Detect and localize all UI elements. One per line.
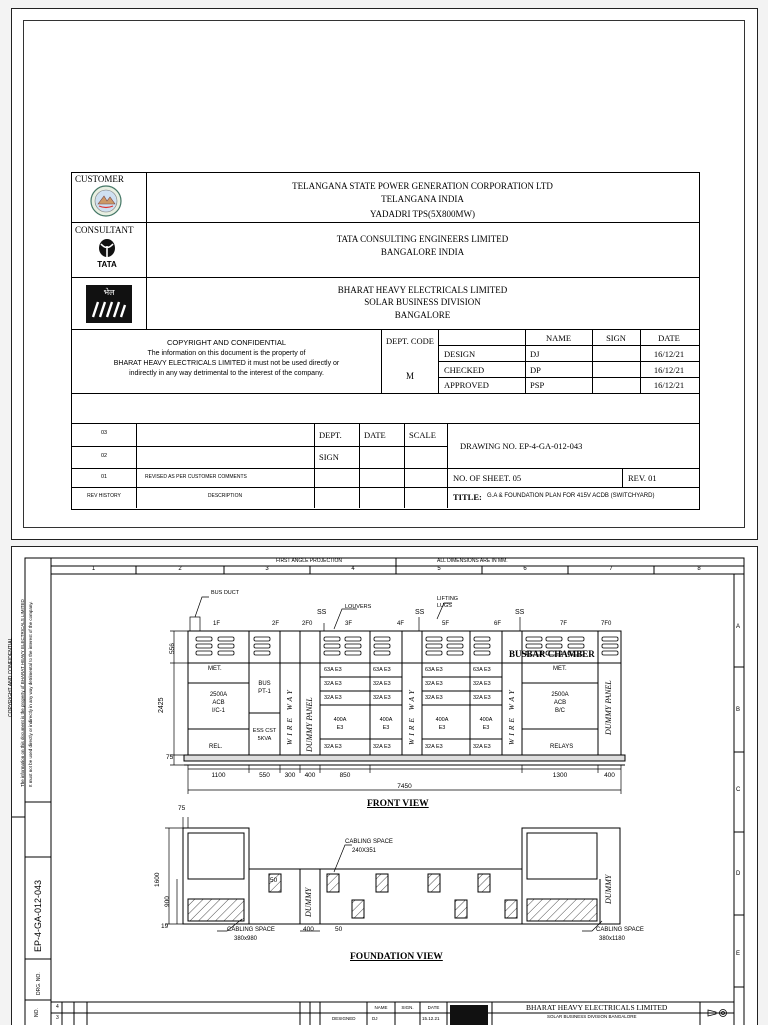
dummy-panel-label: DUMMY PANEL bbox=[604, 680, 613, 735]
grid-row-label: D bbox=[736, 871, 741, 877]
tb-header: SIGN. bbox=[401, 1005, 414, 1010]
dimension-total: 7450 bbox=[397, 783, 412, 790]
projection-symbol-icon bbox=[707, 1005, 729, 1015]
feeder-rating: 32A E3 bbox=[473, 744, 491, 750]
louvers-label: LOUVERS bbox=[345, 604, 372, 610]
panel2-bus: PT-1 bbox=[258, 689, 271, 695]
grid-col-label: 7 bbox=[609, 566, 613, 572]
panel7-acb: B/C bbox=[554, 708, 565, 714]
feeder-rating: 32A E3 bbox=[473, 681, 491, 687]
panel-tag: 1F bbox=[213, 621, 221, 627]
louver-slot bbox=[324, 644, 340, 648]
grid-col-label: 5 bbox=[437, 566, 441, 572]
bhel-line1: BHARAT HEAVY ELECTRICALS LIMITED bbox=[337, 285, 508, 295]
side-drawing-number: EP-4-GA-012-043 bbox=[33, 879, 43, 952]
dept-label: DEPT. bbox=[319, 430, 342, 440]
dept-code-value: M bbox=[405, 371, 414, 381]
title-label: TITLE: bbox=[453, 492, 482, 502]
title-value: G.A & FOUNDATION PLAN FOR 415V ACDB (SWITCHYARD) bbox=[487, 493, 655, 499]
copyright-line2: BHARAT HEAVY ELECTRICALS LIMITED it must not be used directly or bbox=[113, 360, 340, 367]
panel2-ess: 5KVA bbox=[257, 736, 272, 742]
feeder-rating: 32A E3 bbox=[373, 681, 391, 687]
louver-slot bbox=[426, 637, 442, 641]
louver-slot bbox=[602, 644, 618, 648]
panel-tag: 2F bbox=[272, 621, 280, 627]
louver-slot bbox=[374, 651, 390, 655]
louver-slot bbox=[374, 644, 390, 648]
louver-slot bbox=[426, 651, 442, 655]
approval-date: 16/12/21 bbox=[653, 349, 685, 359]
dimensions-note: ALL DIMENSIONS ARE IN MM. bbox=[437, 558, 508, 564]
rev-no: 02 bbox=[100, 453, 108, 459]
grid-col-label: 4 bbox=[351, 566, 355, 572]
panel7-relays: RELAYS bbox=[550, 744, 574, 750]
cabling-space-label: CABLING SPACE bbox=[227, 927, 275, 933]
louver-slot bbox=[345, 651, 361, 655]
panel2-ess: ESS CST bbox=[252, 728, 277, 734]
lifting-label: LIFTING bbox=[437, 596, 459, 602]
dimension-label: 550 bbox=[259, 772, 270, 779]
panel-tag: 5F bbox=[442, 621, 450, 627]
grid-col-label: 8 bbox=[697, 566, 701, 572]
dimension-label: 400 bbox=[304, 772, 316, 779]
approval-name: DJ bbox=[530, 349, 540, 359]
panel-tag: 7F bbox=[560, 621, 568, 627]
description-label: DESCRIPTION bbox=[207, 493, 243, 499]
feeder-rating: 32A E3 bbox=[373, 744, 391, 750]
side-drg-label: DRG. NO. bbox=[36, 972, 42, 995]
tb-designed-date: 15.12.21 bbox=[422, 1016, 440, 1021]
louver-slot bbox=[218, 651, 234, 655]
side-copyright-title: COPYRIGHT AND CONFIDENTIAL bbox=[8, 637, 14, 717]
louver-slot bbox=[447, 644, 463, 648]
louver-slot bbox=[218, 637, 234, 641]
grid-row-label: B bbox=[736, 707, 741, 713]
grid-col-label: 6 bbox=[523, 566, 527, 572]
louver-slot bbox=[218, 644, 234, 648]
cabling-space-size: 380x1180 bbox=[599, 936, 625, 942]
louver-slot bbox=[426, 644, 442, 648]
tata-logo-text: TATA bbox=[97, 260, 117, 269]
feeder-rating: E3 bbox=[438, 725, 446, 731]
consultant-label: CONSULTANT bbox=[75, 225, 134, 235]
tb-rev: 3 bbox=[56, 1015, 59, 1021]
ss-label: SS bbox=[415, 609, 425, 616]
cabling-space-size: 240X351 bbox=[352, 848, 377, 854]
louver-slot bbox=[602, 637, 618, 641]
feeder-rating: 32A E3 bbox=[324, 744, 342, 750]
louver-slot bbox=[602, 651, 618, 655]
foundation-view-title: FOUNDATION VIEW bbox=[350, 952, 443, 962]
feeder-rating: 400A bbox=[379, 717, 393, 723]
customer-line3: YADADRI TPS(5X800MW) bbox=[369, 209, 476, 219]
tb-rev: 4 bbox=[56, 1004, 59, 1010]
cabling-space-size: 380x980 bbox=[234, 936, 258, 942]
louver-slot bbox=[526, 644, 542, 648]
feeder-rating: 32A E3 bbox=[425, 681, 443, 687]
louver-slot bbox=[546, 644, 562, 648]
louver-slot bbox=[447, 637, 463, 641]
scale-label: SCALE bbox=[409, 430, 436, 440]
approval-role: APPROVED bbox=[444, 380, 489, 390]
grid-row-label: E bbox=[736, 951, 741, 957]
feeder-rating: 32A E3 bbox=[473, 695, 491, 701]
panel-tag: 6F bbox=[494, 621, 502, 627]
sign-label: SIGN bbox=[319, 452, 339, 462]
dimension-label: 1300 bbox=[552, 772, 568, 779]
panel-tag: 7F0 bbox=[601, 621, 612, 627]
dimension-label: 300 bbox=[284, 772, 296, 779]
approval-role: CHECKED bbox=[444, 365, 485, 375]
copyright-title: COPYRIGHT AND CONFIDENTIAL bbox=[166, 338, 287, 347]
rev-history-label: REV HISTORY bbox=[87, 493, 121, 499]
consultant-line2: BANGALORE INDIA bbox=[380, 247, 465, 257]
tb-designed: DESIGNED bbox=[332, 1016, 356, 1021]
dimension-label: 400 bbox=[604, 772, 615, 779]
approval-name: PSP bbox=[530, 380, 545, 390]
feeder-rating: E3 bbox=[482, 725, 490, 731]
consultant-line1: TATA CONSULTING ENGINEERS LIMITED bbox=[336, 234, 509, 244]
cabling-space-label: CABLING SPACE bbox=[345, 839, 393, 845]
dimension-label: 900 bbox=[164, 896, 171, 907]
louver-slot bbox=[546, 637, 562, 641]
dimension-top: 556 bbox=[169, 643, 176, 654]
dimension-base: 75 bbox=[166, 754, 174, 761]
dimension-label: 400 bbox=[303, 926, 314, 933]
tb-division: SOLAR BUSINESS DIVISION BANGALORE bbox=[547, 1014, 637, 1019]
cabling-space-label: CABLING SPACE bbox=[596, 927, 644, 933]
feeder-rating: E3 bbox=[336, 725, 344, 731]
dimension-label: 75 bbox=[178, 805, 186, 812]
louver-slot bbox=[196, 637, 212, 641]
louver-slot bbox=[196, 651, 212, 655]
copyright-line1: The information on this document is the property of bbox=[147, 350, 306, 357]
dimension-label: 19 bbox=[161, 923, 169, 930]
copyright-line3: indirectly in any way detrimental to the interest of the company. bbox=[129, 370, 324, 377]
rev-no: 01 bbox=[100, 474, 108, 480]
cover-sheet bbox=[11, 8, 758, 540]
projection-label: FIRST ANGLE PROJECTION bbox=[276, 558, 343, 564]
louver-slot bbox=[324, 651, 340, 655]
dimension-label: 1600 bbox=[154, 872, 161, 887]
louver-slot bbox=[254, 644, 270, 648]
feeder-rating: 32A E3 bbox=[425, 695, 443, 701]
bhel-logo-text: भेल bbox=[103, 288, 115, 297]
approval-name: DP bbox=[530, 365, 541, 375]
panel2-bus: BUS bbox=[258, 681, 271, 687]
louver-slot bbox=[568, 637, 584, 641]
dummy-label: DUMMY bbox=[604, 874, 613, 904]
grid-col-label: 1 bbox=[91, 566, 96, 572]
approval-header-sign: SIGN bbox=[606, 333, 626, 343]
customer-logo-icon bbox=[90, 185, 122, 217]
dimension-label: 1100 bbox=[211, 772, 226, 779]
louver-slot bbox=[196, 644, 212, 648]
feeder-rating: 32A E3 bbox=[324, 695, 342, 701]
side-copyright-line: It must not be used directly or indirectly in any way detrimental to the interest of the company. bbox=[28, 601, 33, 787]
panel-tag: 3F bbox=[345, 621, 353, 627]
approval-date: 16/12/21 bbox=[653, 365, 685, 375]
wire-way-label: WIRE WAY bbox=[285, 687, 294, 745]
customer-label: CUSTOMER bbox=[75, 174, 124, 184]
feeder-rating: 32A E3 bbox=[425, 744, 443, 750]
side-copyright-line: The information on this document is the property of BHARAT HEAVY ELECTRICALS LIMITED bbox=[20, 599, 25, 787]
wire-way-label: WIRE WAY bbox=[507, 687, 516, 745]
ss-label: SS bbox=[317, 609, 327, 616]
louver-slot bbox=[568, 644, 584, 648]
approval-header-date: DATE bbox=[658, 333, 680, 343]
louver-slot bbox=[447, 651, 463, 655]
panel7-acb: ACB bbox=[553, 700, 567, 706]
louver-slot bbox=[474, 637, 490, 641]
panel1-rel: REL. bbox=[209, 744, 223, 750]
panel1-met: MET. bbox=[208, 666, 222, 672]
front-view-title: FRONT VIEW bbox=[367, 799, 429, 809]
revision-number: REV. 01 bbox=[628, 473, 657, 483]
customer-line2: TELANGANA INDIA bbox=[381, 194, 464, 204]
tb-header: NAME bbox=[374, 1005, 388, 1010]
feeder-rating: 63A E3 bbox=[373, 667, 391, 673]
panel-tag: 4F bbox=[397, 621, 405, 627]
dimension-label: 50 bbox=[335, 926, 343, 933]
louver-slot bbox=[526, 637, 542, 641]
drawing-number: DRAWING NO. EP-4-GA-012-043 bbox=[460, 441, 583, 451]
panel7-met: MET. bbox=[553, 666, 567, 672]
tb-designed-name: DJ bbox=[372, 1016, 378, 1021]
number-of-sheets: NO. OF SHEET. 05 bbox=[453, 473, 522, 483]
drawing-sheet bbox=[8, 546, 758, 1025]
dimension-label: 50 bbox=[270, 877, 278, 884]
louver-slot bbox=[254, 651, 270, 655]
panel1-acb: I/C-1 bbox=[211, 708, 225, 714]
louver-slot bbox=[474, 651, 490, 655]
dimension-label: 850 bbox=[339, 772, 351, 779]
feeder-rating: 400A bbox=[435, 717, 449, 723]
dummy-label: DUMMY bbox=[304, 887, 313, 917]
dummy-panel-label: DUMMY PANEL bbox=[305, 697, 314, 752]
dept-code-label: DEPT. CODE bbox=[385, 336, 434, 346]
approval-header-name: NAME bbox=[545, 333, 572, 343]
louver-slot bbox=[324, 637, 340, 641]
louver-slot bbox=[254, 637, 270, 641]
panel1-acb: 2500A bbox=[209, 692, 228, 698]
feeder-rating: 63A E3 bbox=[324, 667, 342, 673]
feeder-rating: 32A E3 bbox=[373, 695, 391, 701]
bhel-line2: SOLAR BUSINESS DIVISION bbox=[364, 297, 481, 307]
grid-row-label: A bbox=[736, 624, 741, 630]
feeder-rating: E3 bbox=[382, 725, 390, 731]
grid-row-label: C bbox=[736, 787, 741, 793]
rev-desc: REVISED AS PER CUSTOMER COMMENTS bbox=[145, 474, 247, 480]
bhel-line3: BANGALORE bbox=[394, 310, 451, 320]
customer-line1: TELANGANA STATE POWER GENERATION CORPORATION LTD bbox=[292, 181, 553, 191]
ss-label: SS bbox=[515, 609, 525, 616]
panel-tag: 2F0 bbox=[302, 621, 313, 627]
busbar-chamber-label: BUSBAR CHAMBER bbox=[509, 649, 595, 659]
date-label: DATE bbox=[364, 430, 386, 440]
feeder-rating: 32A E3 bbox=[324, 681, 342, 687]
louver-slot bbox=[345, 644, 361, 648]
panel1-acb: ACB bbox=[212, 700, 225, 706]
lugs-label: LUGS bbox=[437, 603, 452, 609]
feeder-rating: 400A bbox=[333, 717, 347, 723]
bus-duct-label: BUS DUCT bbox=[211, 590, 240, 596]
approval-role: DESIGN bbox=[444, 349, 476, 359]
tb-no-label: NO. bbox=[34, 1008, 40, 1017]
panel7-acb: 2500A bbox=[551, 692, 569, 698]
louver-slot bbox=[474, 644, 490, 648]
dimension-height: 2425 bbox=[158, 697, 165, 713]
feeder-rating: 63A E3 bbox=[473, 667, 491, 673]
grid-col-label: 3 bbox=[265, 566, 269, 572]
rev-no: 03 bbox=[100, 430, 108, 436]
tb-header: DATE bbox=[427, 1005, 440, 1010]
louver-slot bbox=[345, 637, 361, 641]
wire-way-label: WIRE WAY bbox=[407, 687, 416, 745]
approval-date: 16/12/21 bbox=[653, 380, 685, 390]
bhel-logo-icon bbox=[86, 285, 132, 323]
feeder-rating: 63A E3 bbox=[425, 667, 443, 673]
feeder-rating: 400A bbox=[479, 717, 493, 723]
louver-slot bbox=[374, 637, 390, 641]
grid-col-label: 2 bbox=[178, 566, 182, 572]
tb-company: BHARAT HEAVY ELECTRICALS LIMITED bbox=[526, 1003, 668, 1012]
